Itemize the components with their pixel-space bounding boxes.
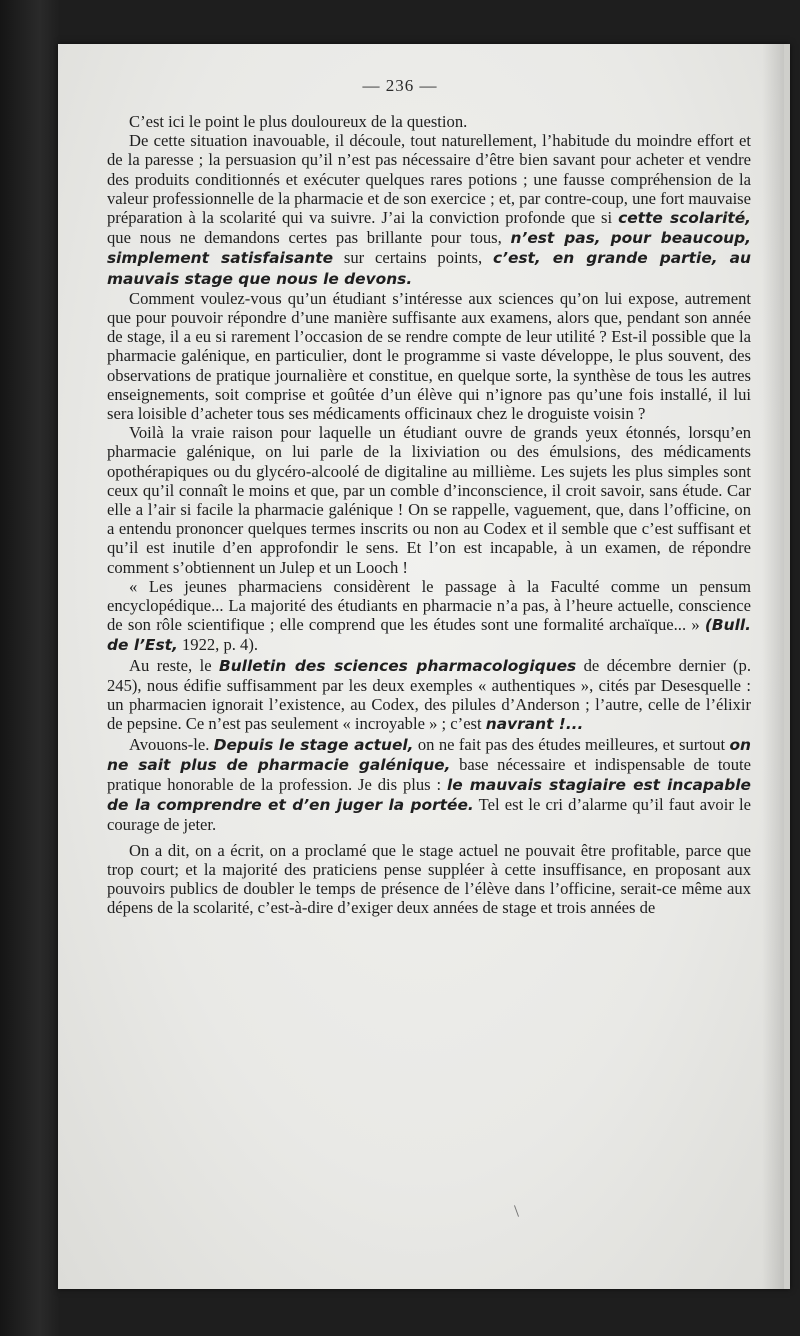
paragraph	[107, 735, 751, 835]
text-run: Comment voulez-vous qu’un étudiant s’intéresse aux sciences qu’on lui expose, autrement que pour pouvoir répondre d’une manière suffisante aux examens, alors que, pendant son année de stage, il a eu si rarement l’occasion de se rendre compte de leur utilité ? Est-il possible que la pharmacie galénique, en particulier, dont le programme si vaste développe, le plus souvent, des observations de pratique journalière et constitue, en quelque sorte, la synthèse de tous les autres enseignements, soit comprise et goûtée d’un élève qui n’ignore pas qu’une fois installé, il lui sera loisible d’acheter tous ses médicaments officinaux chez le droguiste voisin ?	[107, 288, 751, 424]
text-run: C’est ici le point le plus douloureux de la question.	[129, 112, 468, 131]
text-run: Au reste, le	[129, 655, 219, 675]
text-run: « Les jeunes pharmaciens considèrent le passage à la Faculté comme un pensum encyclopédique... La majorité des étudiants en pharmacie n’a pas, à l’heure actuelle, conscience de son rôle scientifique ; elle comprend que les études sont une formalité archaïque... »	[107, 576, 751, 635]
emphasis-text: Bulletin des sciences pharmacologiques	[218, 656, 577, 675]
page-number: — 236 —	[362, 76, 438, 95]
text-run: Voilà la vraie raison pour laquelle un étudiant ouvre de grands yeux étonnés, lorsqu’en pharmacie galénique, on lui parle de la lixiviation ou des émulsions, des médicaments opothérapiques ou du glycéro-alcoolé de digitaline au millième. Les sujets les plus simples sont ceux qu’il connaît le moins et que, par un comble d’inconscience, il croit savoir, sans étude. Car elle a l’air si facile la pharmacie galénique ! On se rappelle, vaguement, que, dans l’officine, on a entendu prononcer quelques termes inscrits ou non au Codex et il semble que c’est suffisant et qu’il est inutile d’en approfondir le sens. Et l’on est incapable, à un examen, de répondre comment s’obtiennent un Julep et un Looch !	[107, 423, 751, 577]
emphasis-text: Depuis le stage actuel,	[213, 735, 414, 754]
page-edge-shadow	[762, 44, 784, 1289]
text-run: sur certains points,	[333, 248, 493, 268]
paragraph	[107, 131, 751, 289]
text-run: de décembre dernier (p. 245), nous édifie suffisamment par les deux exemples « authentiques », cités par Desesquelle : un pharmacien ignorait l’existence, au Codex, des pilules d’Anderson ; l’autre, celle de l’élixir de pepsine. Ce n’est pas seulement « incroyable » ; c’est	[107, 655, 751, 734]
text-run: 1922, p. 4).	[177, 635, 259, 655]
text-run: on ne fait pas des études meilleures, et surtout	[413, 734, 730, 754]
text-run: Tel est le cri d’alarme qu’il faut avoir le courage de jeter.	[107, 795, 751, 835]
text-run: Avouons-le.	[129, 734, 214, 754]
emphasis-text: c’est, en grande partie, au mauvais stage que nous le devons.	[107, 249, 751, 288]
emphasis-text: on ne sait plus de pharmacie galénique,	[107, 735, 751, 774]
emphasis-text: n’est pas, pour beaucoup, simplement satisfaisante	[107, 229, 751, 268]
paragraph	[107, 577, 751, 656]
paragraph	[107, 289, 751, 423]
text-run: De cette situation inavouable, il découle, tout naturellement, l’habitude du moindre effort et de la paresse ; la persuasion qu’il n’est pas nécessaire d’être bien savant pour acheter et vendre des produits conditionnés et exécuter quelques rares potions ; une fausse compréhension de la valeur professionnelle de la pharmacie et de son exercice ; et, par contre-coup, une fort mauvaise préparation à la scolarité qui va suivre. J’ai la conviction profonde que si	[107, 131, 751, 228]
text-run: On a dit, on a écrit, on a proclamé que le stage actuel ne pouvait être profitable, parce que trop court; et la majorité des praticiens pense suppléer à cette insuffisance, en proposant aux pouvoirs publics de doubler le temps de présence de l’élève dans l’officine, serait-ce même aux dépens de la scolarité, c’est-à-dire d’exiger deux années de stage et trois années de	[107, 840, 751, 918]
emphasis-text: le mauvais stagiaire est incapable de la comprendre et d’en juger la portée.	[107, 775, 751, 815]
page-body-text	[107, 112, 751, 917]
paragraph	[107, 656, 751, 735]
emphasis-text: (Bull. de l’Est,	[107, 616, 751, 655]
emphasis-text: navrant !...	[485, 715, 584, 734]
text-run: que nous ne demandons certes pas brillante pour tous,	[107, 228, 511, 248]
text-run: base nécessaire et indispensable de toute pratique honorable de la profession. Je dis plus :	[107, 754, 751, 794]
paragraph	[107, 112, 751, 131]
paragraph	[107, 841, 751, 918]
emphasis-text: cette scolarité,	[618, 209, 751, 228]
paragraph	[107, 423, 751, 577]
